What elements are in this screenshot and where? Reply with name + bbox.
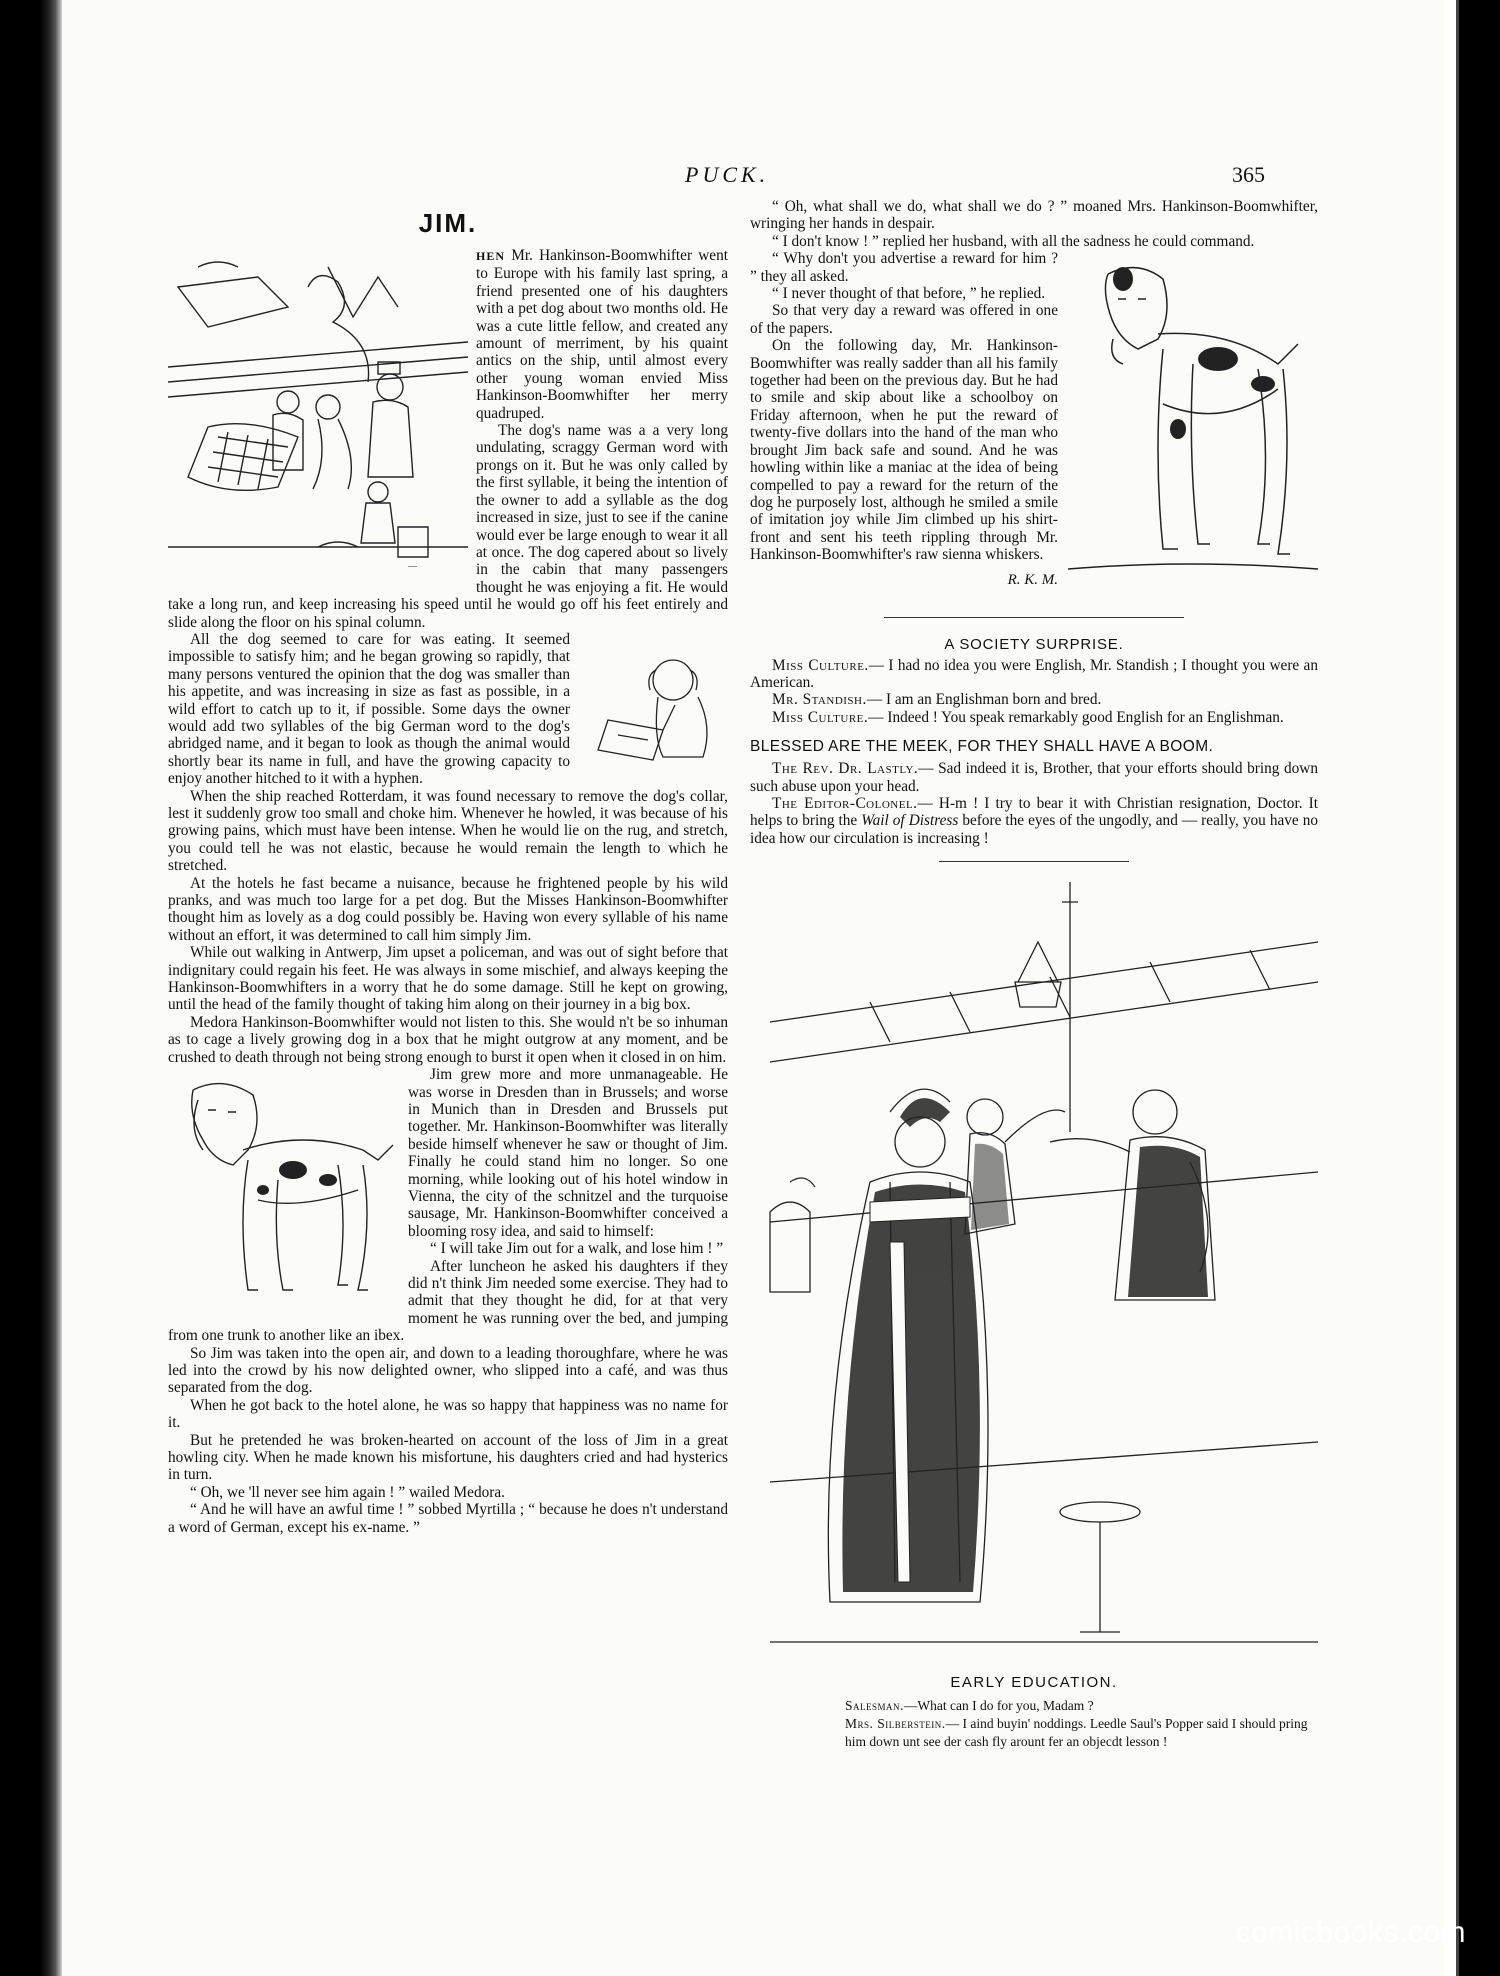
story-paragraph: “ Why don't you advertise a reward for him ? ” they all asked.: [750, 250, 1058, 285]
author-signature: R. K. M.: [1007, 571, 1058, 588]
dialogue-line: The Editor-Colonel.— H-m ! I try to bear it with Christian resignation, Doctor. It helps to bring the Wail of Distress before the eyes of the ungodly, and — really, you have no idea how our circulation is increasing !: [750, 794, 1319, 847]
society-surprise-title: A SOCIETY SURPRISE.: [944, 635, 1124, 653]
dialogue-line: Miss Culture.— I had no idea you were English, Mr. Standish ; I thought you were an American.: [750, 656, 1318, 691]
dropcap-w: HEN: [476, 249, 506, 263]
story-paragraph: When he got back to the hotel alone, he was so happy that happiness was no name for it.: [168, 1396, 728, 1432]
cartoon-title: EARLY EDUCATION.: [950, 1674, 1118, 1692]
story-paragraph: Medora Hankinson-Boomwhifter would not listen to this. She would n't be so inhuman as to cage a lively growing dog in a box that he might outgrow at any moment, and be crushed to death through not being strong enough to burst it open when it closed in on him.: [168, 1013, 728, 1066]
ship-deck-illustration: [168, 247, 468, 577]
story-paragraph: “ Oh, what shall we do, what shall we do ? ” moaned Mrs. Hankinson-Boomwhifter, wringing her hands in despair.: [750, 198, 1318, 233]
story-paragraph: On the following day, Mr. Hankinson-Boomwhifter was really sadder than all his family together had been on the previous day. But he had to smile and skip about like a schoolboy on Friday afternoon, when he put the reward of twenty-five dollars into the hand of the man who brought Jim back safe and sound. And he was howling within like a maniac at the idea of being compelled to pay a reward for the return of the dog he purposely lost, although he smiled a smile of imitation joy while Jim climbed up his shirt-front and sent his teeth rippling through Mr. Hankinson-Boomwhifter's raw sienna whiskers.: [750, 337, 1058, 564]
section-divider: [939, 861, 1129, 862]
cartoon-caption: Salesman.—What can I do for you, Madam ? Mrs. Silberstein.— I aind buyin' noddings. Leedle Saul's Popper said I should pring him down unt see der cash fly arount fer an objecdt lesson !: [845, 1698, 1308, 1750]
section-divider: [884, 617, 1184, 618]
page-number: 365: [1232, 162, 1265, 187]
right-column: [750, 198, 1318, 1751]
dialogue-line: The Rev. Dr. Lastly.— Sad indeed it is, Brother, that your efforts should bring down such abuse upon your head.: [750, 760, 1318, 795]
story-paragraph: “ And he will have an awful time ! ” sobbed Myrtilla ; “ because he does n't understand a word of German, except his ex-name. ”: [168, 1501, 728, 1536]
story-paragraph: All the dog seemed to care for was eating. It seemed impossible to satisfy him; and he began growing so rapidly, that many persons ventured the opinion that the dog was smaller than his appetite, and was increasing in size as fast as possible, in a wild effort to catch up to it, if possible. Some days the owner would add two syllables of the big German word to the dog's abridged name, and it began to look as though the animal would shortly bear its name in full, and have the growing capacity to enjoy another hitched to it with a hyphen.: [168, 630, 570, 788]
story-paragraph: “ I never thought of that before, ” he replied.: [772, 285, 1046, 303]
story-paragraph: Jim grew more and more unmanageable. He was worse in Dresden than in Brussels; and worse in Munich than in Dresden and Brussels put together. Mr. Hankinson-Boomwhifter was literally beside himself whenever he saw or thought of Jim. Finally he could stand him no longer. So one morning, while looking out of his hotel window in Vienna, the city of the schnitzel and the turquoise sausage, Mr. Hankinson-Boomwhifter conceived a blooming rosy idea, and said to himself:: [408, 1066, 728, 1240]
story-paragraph: “ Oh, we 'll never see him again ! ” wailed Medora.: [190, 1483, 505, 1501]
large-dog-illustration: [168, 1070, 398, 1320]
dialogue-line: Mr. Standish.— I am an Englishman born and bred.: [772, 691, 1102, 709]
story-paragraph: But he pretended he was broken-hearted on account of the loss of Jim in a great howling city. When he made known his misfortune, his daughters cried and had hysterics in turn.: [168, 1431, 728, 1484]
book-spine: [40, 0, 62, 1976]
watermark-text: comicbooks.com: [1235, 1916, 1466, 1949]
story-paragraph: “ I will take Jim out for a walk, and lose him ! ”: [430, 1240, 724, 1258]
story-paragraph: So that very day a reward was offered in one of the papers.: [750, 302, 1058, 337]
story-paragraph: When the ship reached Rotterdam, it was found necessary to remove the dog's collar, lest it suddenly grow too small and choke him. Whenever he howled, it was because of his growing pains, which must have been intense. When he would lie on the rug, and stretch, you could tell he was not elastic, because he would remain the length to which he stretched.: [168, 787, 728, 875]
story-paragraph: So Jim was taken into the open air, and down to a leading thoroughfare, where he was led into the crowd by his now delighted owner, who slipped into a café, and was thus separated from the dog.: [168, 1344, 728, 1397]
story-paragraph: After luncheon he asked his daughters if they did n't think Jim needed some exercise. They had to admit that they thought he did, for at that very moment he was running over the bed, and jumping from one trunk to another like an ibex.: [168, 1257, 728, 1345]
early-education-cartoon: [750, 882, 1318, 1662]
story-paragraph: “ I don't know ! ” replied her husband, with all the sadness he could command.: [772, 232, 1255, 250]
story-paragraph: The dog's name was a a very long undulating, scraggy German word with prongs on it. But he was only called by the first syllable, it being the intention of the owner to add a syllable as the dog increased in size, just to see if the canine would ever be large enough to wear it all at once. The dog capered about so lively in the cabin that many passengers thought he was enjoying a fit. He would take a long run, and keep increasing his speed until he would go off his feet entirely and slide along the floor on his spinal column.: [168, 422, 728, 631]
grown-dog-illustration: [1068, 254, 1318, 584]
svg-text:—: —: [408, 561, 417, 572]
story-title: JIM.: [418, 208, 478, 238]
story-paragraph: HEN Mr. Hankinson-Boomwhifter went to Europe with his family last spring, a friend presented one of his daughters with a pet dog about two months old. He was a cute little fellow, and created any amount of merriment, by his quaint antics on the ship, until almost every other young woman envied Miss Hankinson-Boomwhifter her merry quadruped.: [476, 247, 728, 422]
dialogue-line: Miss Culture.— Indeed ! You speak remarkably good English for an Englishman.: [772, 708, 1284, 726]
story-paragraph: At the hotels he fast became a nuisance, because he frightened people by his wild pranks, and was much too large for a pet dog. But the Misses Hankinson-Boomwhifter thought him as lovely as a dog could possibly be. Having won every syllable of his name without an effort, it was determined to call him simply Jim.: [168, 874, 728, 944]
meek-title: BLESSED ARE THE MEEK, FOR THEY SHALL HAVE A BOOM.: [750, 738, 1214, 756]
magazine-title: PUCK.: [685, 162, 770, 187]
puppy-with-tag-illustration: [578, 635, 728, 785]
scan-border-right: [1444, 0, 1500, 1976]
left-column: [168, 198, 728, 1536]
story-paragraph: While out walking in Antwerp, Jim upset a policeman, and was out of sight before that indignitary could regain his feet. He was always in some mischief, and always keeping the Hankinson-Boomwhifters in a worry that he do some damage. Still he kept on growing, until the head of the family thought of taking him along on their journey in a big box.: [168, 944, 728, 1014]
